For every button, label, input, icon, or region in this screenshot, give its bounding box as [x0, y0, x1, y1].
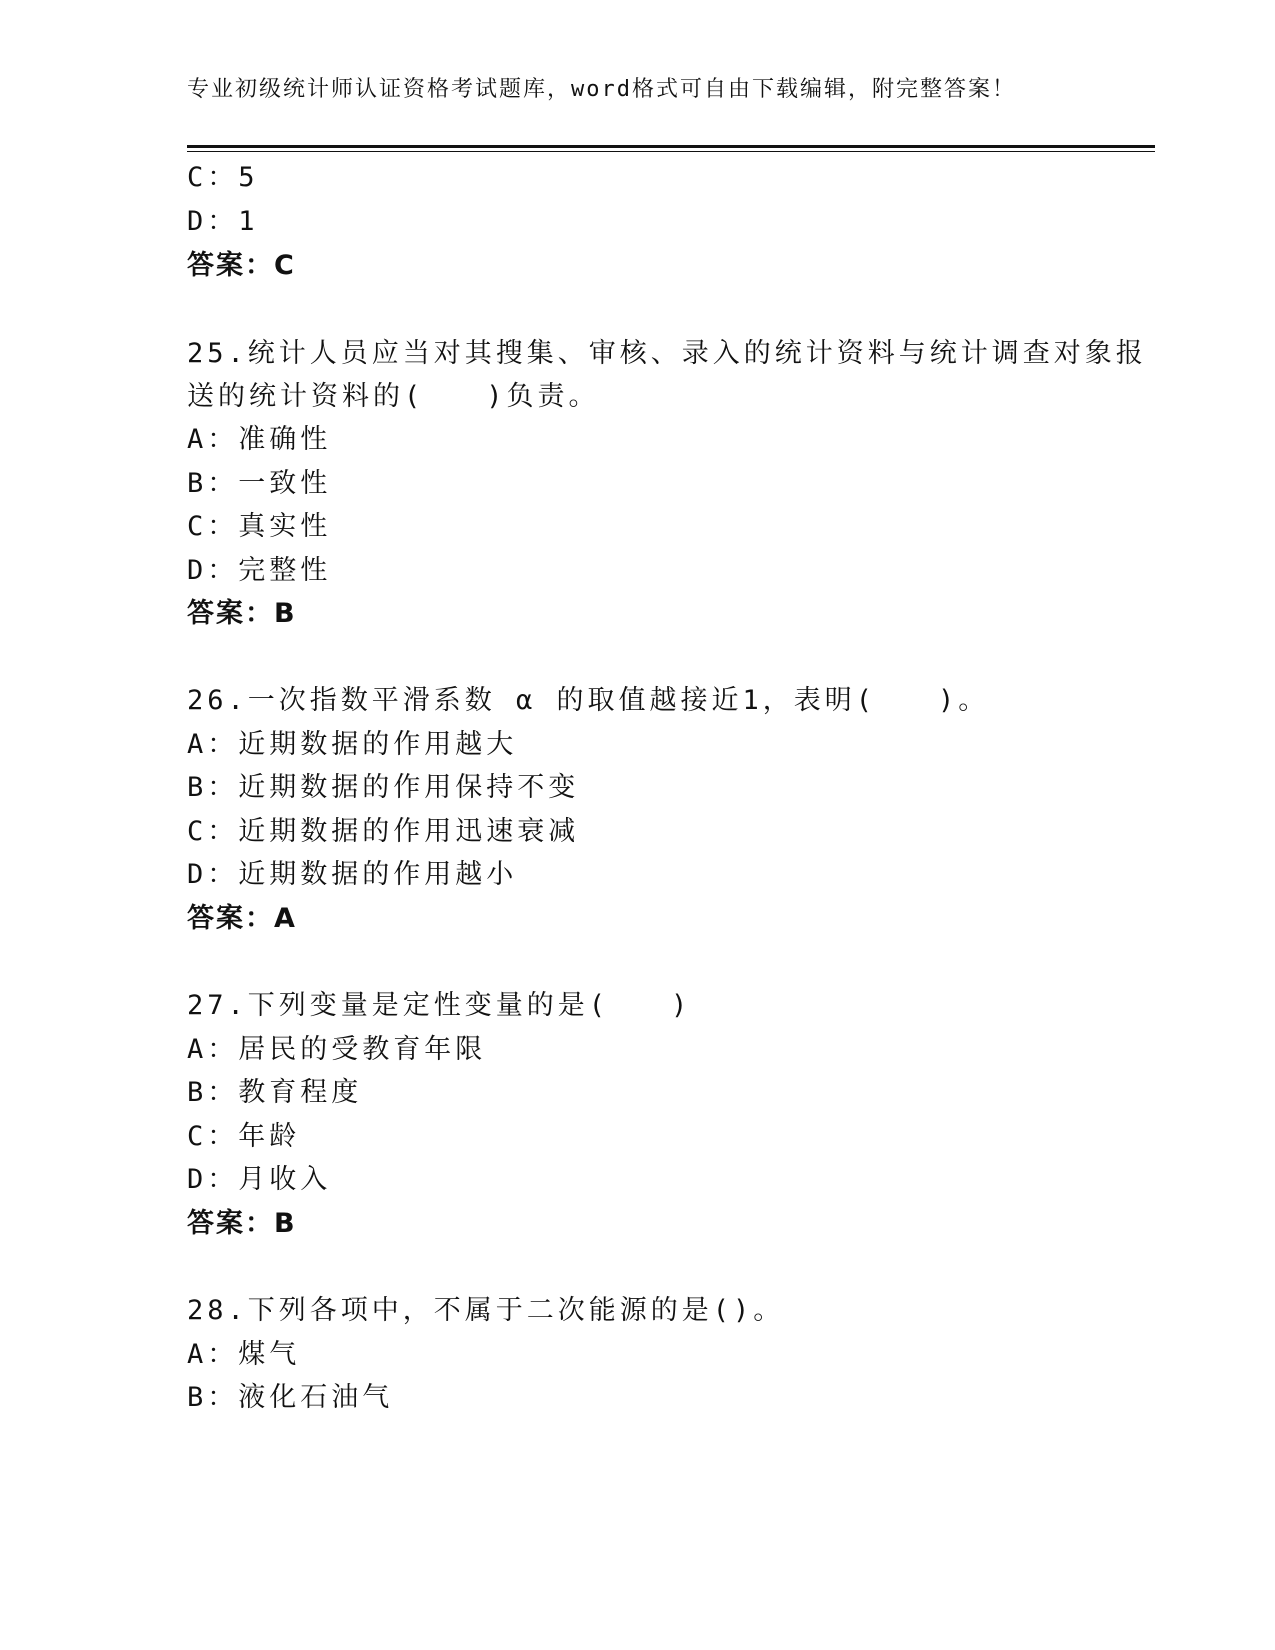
option-a: A：准确性 — [187, 424, 332, 455]
option-d: D：近期数据的作用越小 — [187, 859, 518, 890]
option-c: C：5 — [187, 162, 259, 193]
option-c: C：真实性 — [187, 511, 332, 542]
option-b: B：一致性 — [187, 468, 332, 499]
answer-line: 答案：B — [187, 1208, 297, 1239]
answer-line: 答案：B — [187, 598, 297, 629]
option-a: A：居民的受教育年限 — [187, 1034, 487, 1065]
option-a: A：近期数据的作用越大 — [187, 729, 518, 760]
option-b: B：近期数据的作用保持不变 — [187, 772, 580, 803]
option-b: B：液化石油气 — [187, 1382, 394, 1413]
option-d: D：完整性 — [187, 555, 332, 586]
page-header: 专业初级统计师认证资格考试题库，word格式可自由下载编辑，附完整答案！ — [187, 77, 1016, 102]
question-stem: 28.下列各项中，不属于二次能源的是()。 — [187, 1295, 785, 1326]
option-c: C：年龄 — [187, 1121, 301, 1152]
question-stem: 27.下列变量是定性变量的是( ) — [187, 990, 692, 1021]
option-d: D：1 — [187, 206, 259, 237]
option-b: B：教育程度 — [187, 1077, 363, 1108]
option-c: C：近期数据的作用迅速衰减 — [187, 816, 580, 847]
question-stem-cont: 送的统计资料的( )负责。 — [187, 381, 600, 412]
header-divider — [187, 145, 1155, 148]
question-stem: 26.一次指数平滑系数 α 的取值越接近1，表明( )。 — [187, 685, 990, 716]
header-divider-thin — [187, 151, 1155, 152]
question-stem: 25.统计人员应当对其搜集、审核、录入的统计资料与统计调查对象报 — [187, 338, 1147, 369]
option-d: D：月收入 — [187, 1164, 332, 1195]
answer-line: 答案：A — [187, 903, 297, 934]
answer-line: 答案：C — [187, 250, 296, 281]
option-a: A：煤气 — [187, 1339, 301, 1370]
